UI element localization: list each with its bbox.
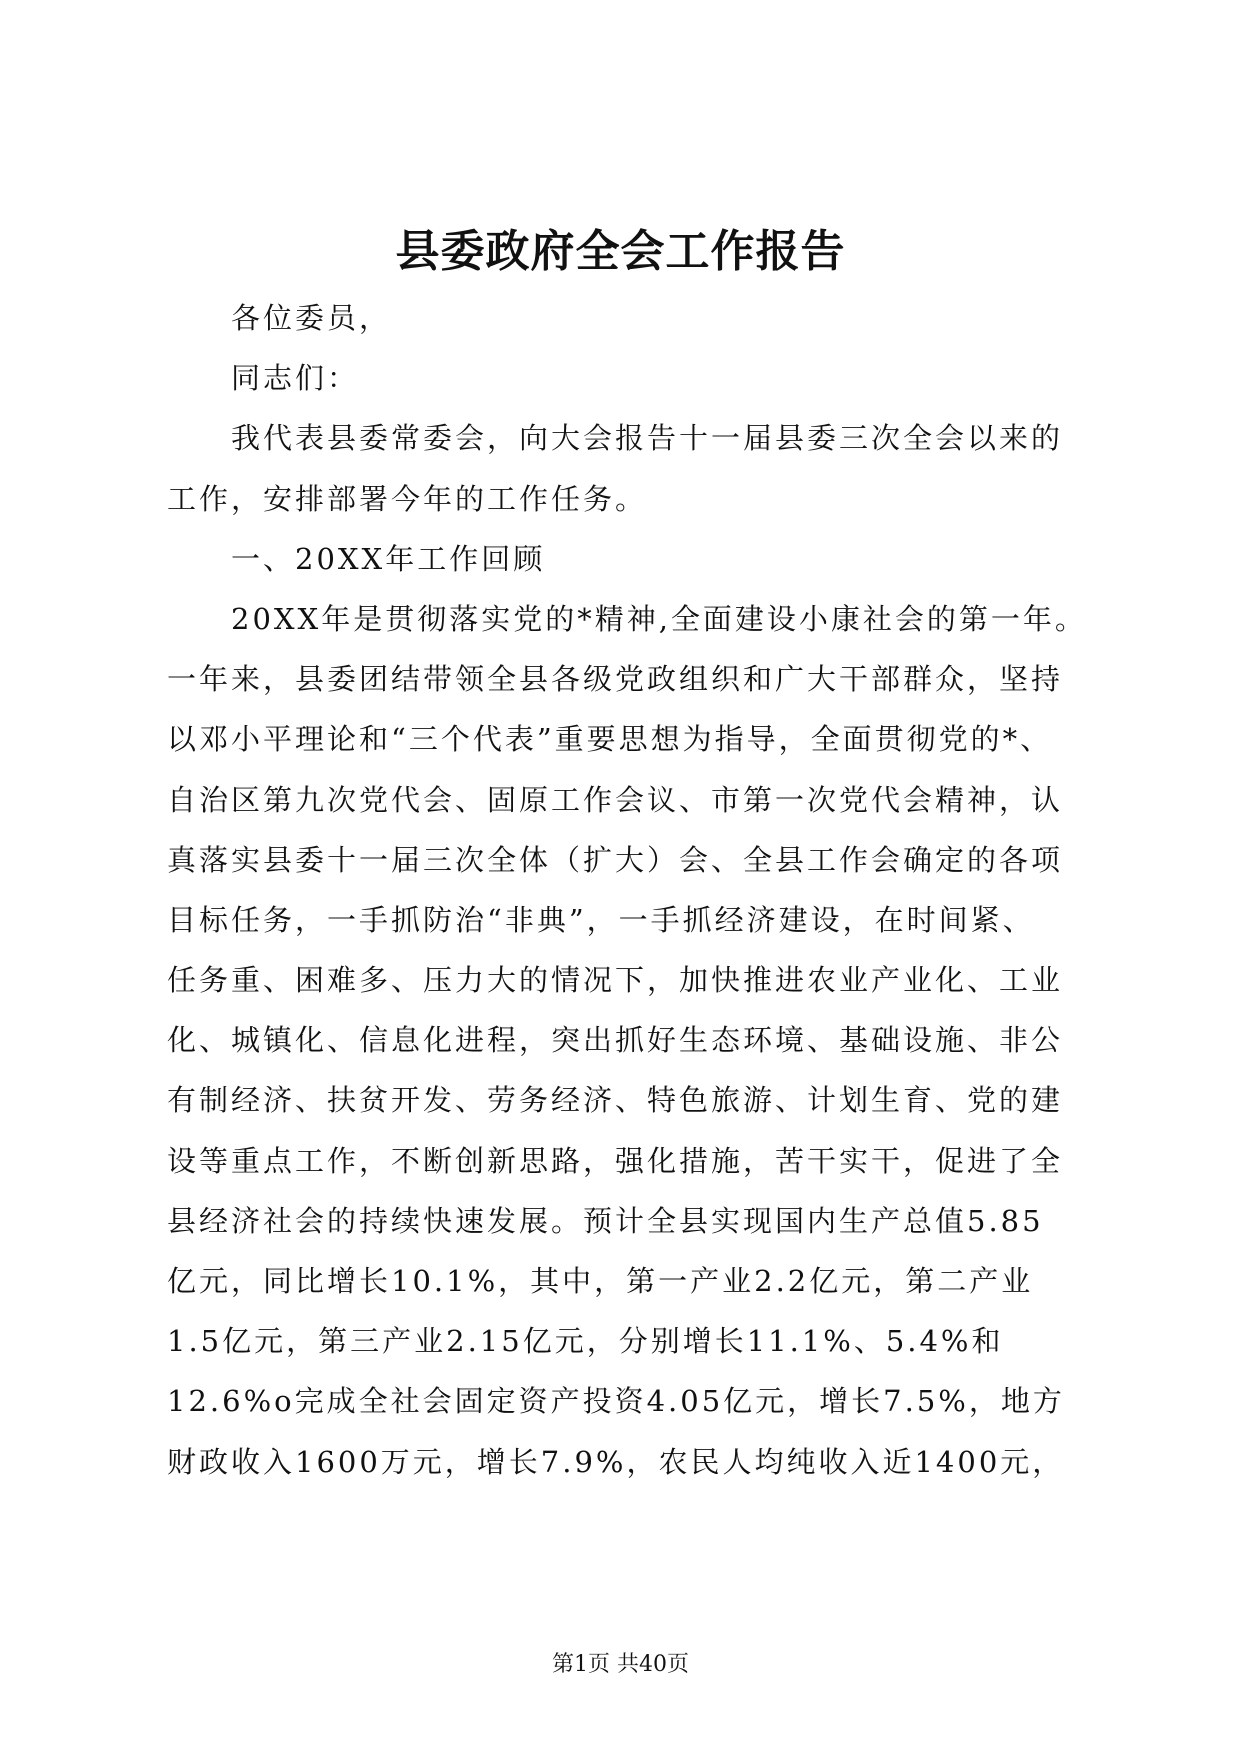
paragraph-line: 自治区第九次党代会、固原工作会议、市第一次党代会精神，认 — [167, 782, 1064, 817]
paragraph-line: 1.5亿元，第三产业2.15亿元，分别增长11.1%、5.4%和 — [167, 1324, 1004, 1359]
paragraph-line: 任务重、困难多、压力大的情况下，加快推进农业产业化、工业 — [167, 963, 1064, 998]
paragraph-line: 20XX年是贯彻落实党的*精神,全面建设小康社会的第一年。 — [231, 601, 1087, 636]
paragraph-line: 以邓小平理论和“三个代表”重要思想为指导，全面贯彻党的*、 — [167, 722, 1053, 757]
paragraph-line: 真落实县委十一届三次全体（扩大）会、全县工作会确定的各项 — [167, 842, 1064, 877]
paragraph-line: 一年来，县委团结带领全县各级党政组织和广大干部群众，坚持 — [167, 662, 1064, 697]
paragraph-line: 县经济社会的持续快速发展。预计全县实现国内生产总值5.85 — [167, 1203, 1044, 1238]
page-number: 第1页 共40页 — [552, 1652, 689, 1677]
salutation-line: 同志们： — [231, 361, 360, 396]
paragraph-line: 有制经济、扶贫开发、劳务经济、特色旅游、计划生育、党的建 — [167, 1083, 1064, 1118]
paragraph-line: 亿元，同比增长10.1%，其中，第一产业2.2亿元，第二产业 — [167, 1264, 1034, 1298]
document-body — [167, 288, 1087, 1492]
paragraph-line: 化、城镇化、信息化进程，突出抓好生态环境、基础设施、非公 — [167, 1023, 1064, 1058]
paragraph-line: 财政收入1600万元，增长7.9%，农民人均纯收入近1400元， — [167, 1444, 1065, 1479]
document-title: 县委政府全会工作报告 — [395, 226, 846, 277]
paragraph-line: 12.6%o完成全社会固定资产投资4.05亿元，增长7.5%，地方 — [167, 1384, 1065, 1419]
paragraph-line: 工作，安排部署今年的工作任务。 — [167, 481, 648, 516]
salutation-line: 各位委员， — [231, 301, 392, 335]
paragraph-line: 设等重点工作，不断创新思路，强化措施，苦干实干，促进了全 — [167, 1143, 1064, 1178]
paragraph-line: 目标任务，一手抓防治“非典”，一手抓经济建设，在时间紧、 — [167, 902, 1035, 937]
section-heading: 一、20XX年工作回顾 — [231, 541, 546, 576]
paragraph-line: 我代表县委常委会，向大会报告十一届县委三次全会以来的 — [231, 421, 1064, 456]
